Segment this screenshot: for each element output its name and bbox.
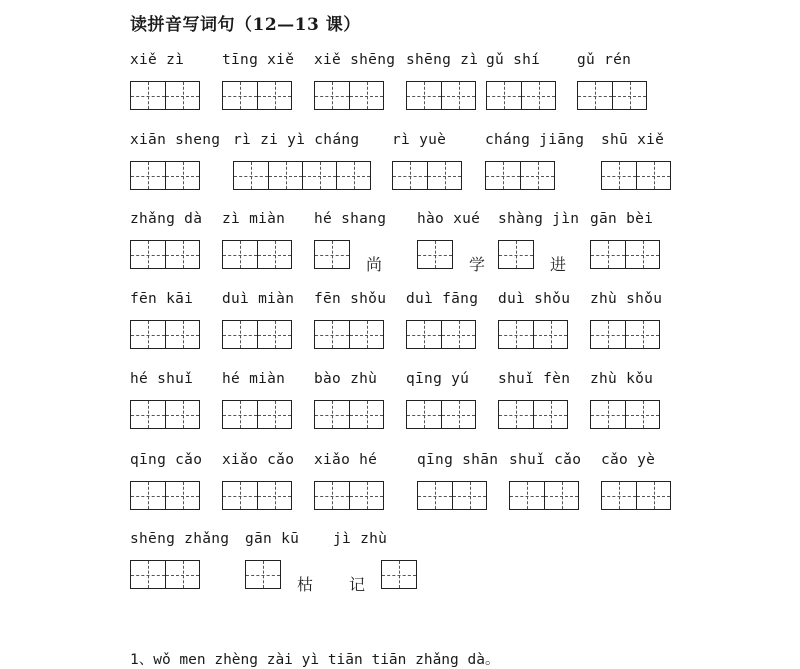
character-cell[interactable] xyxy=(533,321,567,348)
character-cell[interactable] xyxy=(636,482,670,509)
writing-grid[interactable] xyxy=(406,400,476,429)
pinyin-label: xiě shēng xyxy=(314,52,396,68)
character-cell[interactable] xyxy=(315,82,349,109)
pinyin-label: cháng jiāng xyxy=(485,132,585,148)
given-character: 枯 xyxy=(296,575,313,594)
sentence-exercise-1: 1、wǒ men zhèng zài yì tiān tiān zhǎng dà。 xyxy=(130,652,500,668)
pinyin-label: hé miàn xyxy=(222,371,286,387)
character-cell[interactable] xyxy=(223,482,257,509)
pinyin-label: gǔ rén xyxy=(577,52,632,68)
character-cell[interactable] xyxy=(131,401,165,428)
pinyin-label: gǔ shí xyxy=(486,52,541,68)
character-cell[interactable] xyxy=(521,82,555,109)
character-cell[interactable] xyxy=(602,162,636,189)
character-cell[interactable] xyxy=(131,321,165,348)
character-cell[interactable] xyxy=(165,82,199,109)
character-cell[interactable] xyxy=(452,482,486,509)
pinyin-label: fēn kāi xyxy=(130,291,194,307)
character-cell[interactable] xyxy=(393,162,427,189)
given-character: 尚 xyxy=(365,255,382,274)
pinyin-label: xiǎo cǎo xyxy=(222,452,295,468)
writing-grid[interactable] xyxy=(314,481,384,510)
character-cell[interactable] xyxy=(257,241,291,268)
writing-grid[interactable] xyxy=(130,161,200,190)
given-character: 记 xyxy=(348,575,365,594)
given-character: 进 xyxy=(549,255,566,274)
character-cell[interactable] xyxy=(418,482,452,509)
pinyin-label: zhǎng dà xyxy=(130,211,203,227)
pinyin-label: bào zhù xyxy=(314,371,378,387)
writing-grid[interactable] xyxy=(130,320,200,349)
character-cell[interactable] xyxy=(441,321,475,348)
pinyin-label: xiān sheng xyxy=(130,132,221,148)
writing-grid[interactable] xyxy=(314,240,350,269)
character-cell[interactable] xyxy=(499,241,533,268)
character-cell[interactable] xyxy=(302,162,336,189)
character-cell[interactable] xyxy=(315,482,349,509)
writing-grid[interactable] xyxy=(381,560,417,589)
pinyin-label: rì yuè xyxy=(392,132,447,148)
character-cell[interactable] xyxy=(268,162,302,189)
writing-grid[interactable] xyxy=(498,320,568,349)
character-cell[interactable] xyxy=(427,162,461,189)
pinyin-label: tīng xiě xyxy=(222,52,295,68)
writing-grid[interactable] xyxy=(417,481,487,510)
writing-grid[interactable] xyxy=(130,481,200,510)
pinyin-label: duì miàn xyxy=(222,291,295,307)
pinyin-label: xiǎo hé xyxy=(314,452,378,468)
character-cell[interactable] xyxy=(407,321,441,348)
character-cell[interactable] xyxy=(625,241,659,268)
character-cell[interactable] xyxy=(349,482,383,509)
character-cell[interactable] xyxy=(625,401,659,428)
character-cell[interactable] xyxy=(165,241,199,268)
character-cell[interactable] xyxy=(578,82,612,109)
character-cell[interactable] xyxy=(407,82,441,109)
pinyin-label: xiě zì xyxy=(130,52,185,68)
character-cell[interactable] xyxy=(612,82,646,109)
character-cell[interactable] xyxy=(246,561,280,588)
pinyin-label: fēn shǒu xyxy=(314,291,387,307)
character-cell[interactable] xyxy=(349,82,383,109)
character-cell[interactable] xyxy=(165,162,199,189)
character-cell[interactable] xyxy=(131,162,165,189)
character-cell[interactable] xyxy=(591,321,625,348)
writing-grid[interactable] xyxy=(222,240,292,269)
writing-grid[interactable] xyxy=(314,320,384,349)
writing-grid[interactable] xyxy=(245,560,281,589)
pinyin-label: gān bèi xyxy=(590,211,654,227)
character-cell[interactable] xyxy=(533,401,567,428)
pinyin-label: qīng cǎo xyxy=(130,452,203,468)
writing-grid[interactable] xyxy=(314,81,384,110)
character-cell[interactable] xyxy=(165,321,199,348)
character-cell[interactable] xyxy=(315,401,349,428)
character-cell[interactable] xyxy=(257,321,291,348)
writing-grid[interactable] xyxy=(498,240,534,269)
writing-grid[interactable] xyxy=(601,481,671,510)
pinyin-label: rì zi yì cháng xyxy=(233,132,360,148)
character-cell[interactable] xyxy=(591,241,625,268)
character-cell[interactable] xyxy=(223,401,257,428)
pinyin-label: gān kū xyxy=(245,531,300,547)
character-cell[interactable] xyxy=(336,162,370,189)
writing-grid[interactable] xyxy=(509,481,579,510)
character-cell[interactable] xyxy=(486,162,520,189)
character-cell[interactable] xyxy=(349,401,383,428)
character-cell[interactable] xyxy=(407,401,441,428)
character-cell[interactable] xyxy=(487,82,521,109)
writing-grid[interactable] xyxy=(486,81,556,110)
character-cell[interactable] xyxy=(165,401,199,428)
character-cell[interactable] xyxy=(602,482,636,509)
pinyin-label: hào xué xyxy=(417,211,481,227)
pinyin-label: duì shǒu xyxy=(498,291,571,307)
character-cell[interactable] xyxy=(223,82,257,109)
character-cell[interactable] xyxy=(349,321,383,348)
writing-grid[interactable] xyxy=(485,161,555,190)
character-cell[interactable] xyxy=(257,401,291,428)
writing-grid[interactable] xyxy=(392,161,462,190)
writing-grid[interactable] xyxy=(130,400,200,429)
character-cell[interactable] xyxy=(315,241,349,268)
pinyin-label: qīng shān xyxy=(417,452,499,468)
character-cell[interactable] xyxy=(418,241,452,268)
writing-grid[interactable] xyxy=(498,400,568,429)
character-cell[interactable] xyxy=(257,82,291,109)
pinyin-label: jì zhù xyxy=(333,531,388,547)
page-title: 读拼音写词句（12—13 课） xyxy=(130,15,361,35)
writing-grid[interactable] xyxy=(314,400,384,429)
character-cell[interactable] xyxy=(441,82,475,109)
character-cell[interactable] xyxy=(131,561,165,588)
character-cell[interactable] xyxy=(223,241,257,268)
pinyin-label: zhù kǒu xyxy=(590,371,654,387)
pinyin-label: shàng jìn xyxy=(498,211,580,227)
character-cell[interactable] xyxy=(520,162,554,189)
character-cell[interactable] xyxy=(591,401,625,428)
pinyin-label: shuǐ cǎo xyxy=(509,452,582,468)
pinyin-label: shēng zì xyxy=(406,52,479,68)
writing-grid[interactable] xyxy=(590,240,660,269)
writing-grid[interactable] xyxy=(590,320,660,349)
writing-grid[interactable] xyxy=(406,81,476,110)
writing-grid[interactable] xyxy=(130,560,200,589)
writing-grid[interactable] xyxy=(601,161,671,190)
writing-grid[interactable] xyxy=(222,81,292,110)
writing-grid[interactable] xyxy=(222,481,292,510)
pinyin-label: shuǐ fèn xyxy=(498,371,571,387)
writing-grid[interactable] xyxy=(577,81,647,110)
writing-grid[interactable] xyxy=(406,320,476,349)
character-cell[interactable] xyxy=(131,82,165,109)
character-cell[interactable] xyxy=(234,162,268,189)
character-cell[interactable] xyxy=(257,482,291,509)
character-cell[interactable] xyxy=(223,321,257,348)
pinyin-label: hé shuǐ xyxy=(130,371,194,387)
pinyin-label: shēng zhǎng xyxy=(130,531,230,547)
pinyin-label: cǎo yè xyxy=(601,452,656,468)
writing-grid[interactable] xyxy=(130,240,200,269)
given-character: 学 xyxy=(468,255,485,274)
character-cell[interactable] xyxy=(315,321,349,348)
character-cell[interactable] xyxy=(131,482,165,509)
pinyin-label: zì miàn xyxy=(222,211,286,227)
character-cell[interactable] xyxy=(499,321,533,348)
character-cell[interactable] xyxy=(544,482,578,509)
pinyin-label: duì fāng xyxy=(406,291,479,307)
writing-grid[interactable] xyxy=(222,320,292,349)
character-cell[interactable] xyxy=(625,321,659,348)
pinyin-label: qīng yú xyxy=(406,371,470,387)
writing-grid[interactable] xyxy=(417,240,453,269)
character-cell[interactable] xyxy=(510,482,544,509)
writing-grid[interactable] xyxy=(590,400,660,429)
writing-grid[interactable] xyxy=(233,161,371,190)
character-cell[interactable] xyxy=(499,401,533,428)
writing-grid[interactable] xyxy=(130,81,200,110)
character-cell[interactable] xyxy=(165,561,199,588)
pinyin-label: zhù shǒu xyxy=(590,291,663,307)
character-cell[interactable] xyxy=(382,561,416,588)
pinyin-label: hé shang xyxy=(314,211,387,227)
writing-grid[interactable] xyxy=(222,400,292,429)
character-cell[interactable] xyxy=(636,162,670,189)
pinyin-label: shū xiě xyxy=(601,132,665,148)
character-cell[interactable] xyxy=(131,241,165,268)
character-cell[interactable] xyxy=(165,482,199,509)
character-cell[interactable] xyxy=(441,401,475,428)
